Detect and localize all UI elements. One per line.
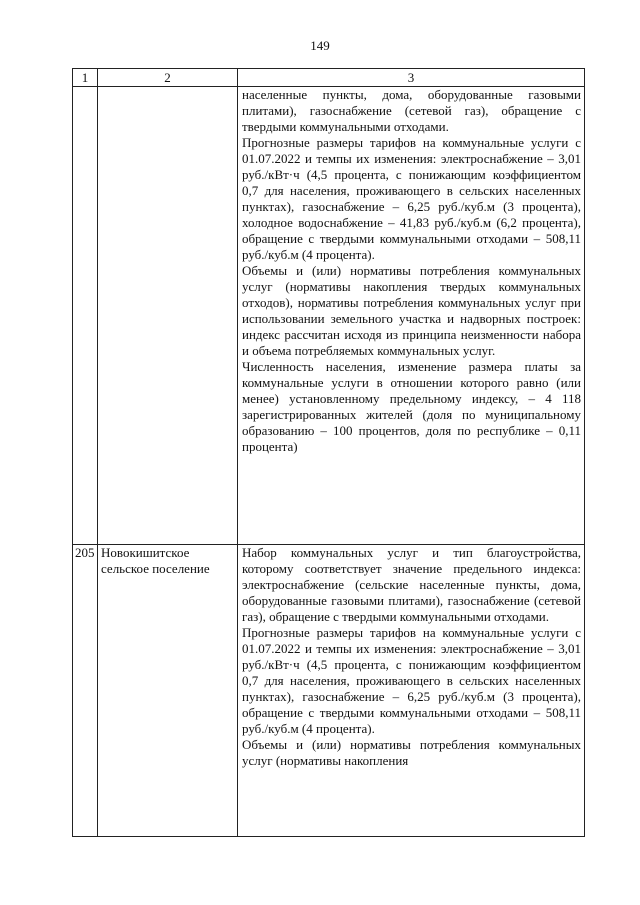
header-col-3: 3 [238, 69, 585, 87]
description-paragraph: Объемы и (или) нормативы потребления коммунальных услуг (нормативы накопления [242, 737, 581, 768]
municipality-name [98, 87, 238, 545]
description-cell [238, 87, 585, 545]
description-paragraph: Прогнозные размеры тарифов на коммунальные услуги с 01.07.2022 и темпы их изменения: электроснабжение – 3,01 руб./кВт·ч (4,5 процента, с понижающим коэффициентом 0,7 для населения, проживающего в сельских населенных пунктах), газоснабжение – 6,25 руб./куб.м (3 процента), холодное водоснабжение – 41,83 руб./куб.м (6,2 процента), обращение с твердыми коммунальными отходами – 508,11 руб./куб.м (4 процента). [242, 135, 581, 262]
table-header-row [73, 69, 585, 87]
row-number [73, 87, 98, 545]
document-table [72, 68, 585, 837]
row-number: 205 [73, 545, 98, 837]
page-number: 149 [310, 38, 330, 53]
header-col-2: 2 [98, 69, 238, 87]
table-row [73, 87, 585, 545]
description-paragraph: Набор коммунальных услуг и тип благоустройства, которому соответствует значение предельного индекса: электроснабжение (сельские населенные пункты, дома, оборудованные газовыми плитами), газоснабжение (сетевой газ), обращение с твердыми коммунальными отходами. [242, 545, 581, 624]
table-row [73, 545, 585, 837]
description-cell [238, 545, 585, 837]
header-col-1: 1 [73, 69, 98, 87]
description-paragraph: Численность населения, изменение размера платы за коммунальные услуги в отношении которого равно (или менее) установленному предельному индексу, – 4 118 зарегистрированных жителей (доля по муниципальному образованию – 100 процентов, доля по республике – 0,11 процента) [242, 359, 581, 454]
municipality-name: Новокишитское сельское поселение [98, 545, 238, 837]
description-paragraph: Прогнозные размеры тарифов на коммунальные услуги с 01.07.2022 и темпы их изменения: электроснабжение – 3,01 руб./кВт·ч (4,5 процента, с понижающим коэффициентом 0,7 для населения, проживающего в сельских населенных пунктах), газоснабжение – 6,25 руб./куб.м (3 процента), обращение с твердыми коммунальными отходами – 508,11 руб./куб.м (4 процента). [242, 625, 581, 736]
description-paragraph: населенные пункты, дома, оборудованные газовыми плитами), газоснабжение (сетевой газ), обращение с твердыми коммунальными отходами. [242, 87, 581, 134]
description-paragraph: Объемы и (или) нормативы потребления коммунальных услуг (нормативы накопления твердых коммунальных отходов), нормативы потребления коммунальных услуг при использовании земельного участка и надворных построек: индекс рассчитан исходя из принципа неизменности набора и объема потребляемых коммунальных услуг. [242, 263, 581, 358]
